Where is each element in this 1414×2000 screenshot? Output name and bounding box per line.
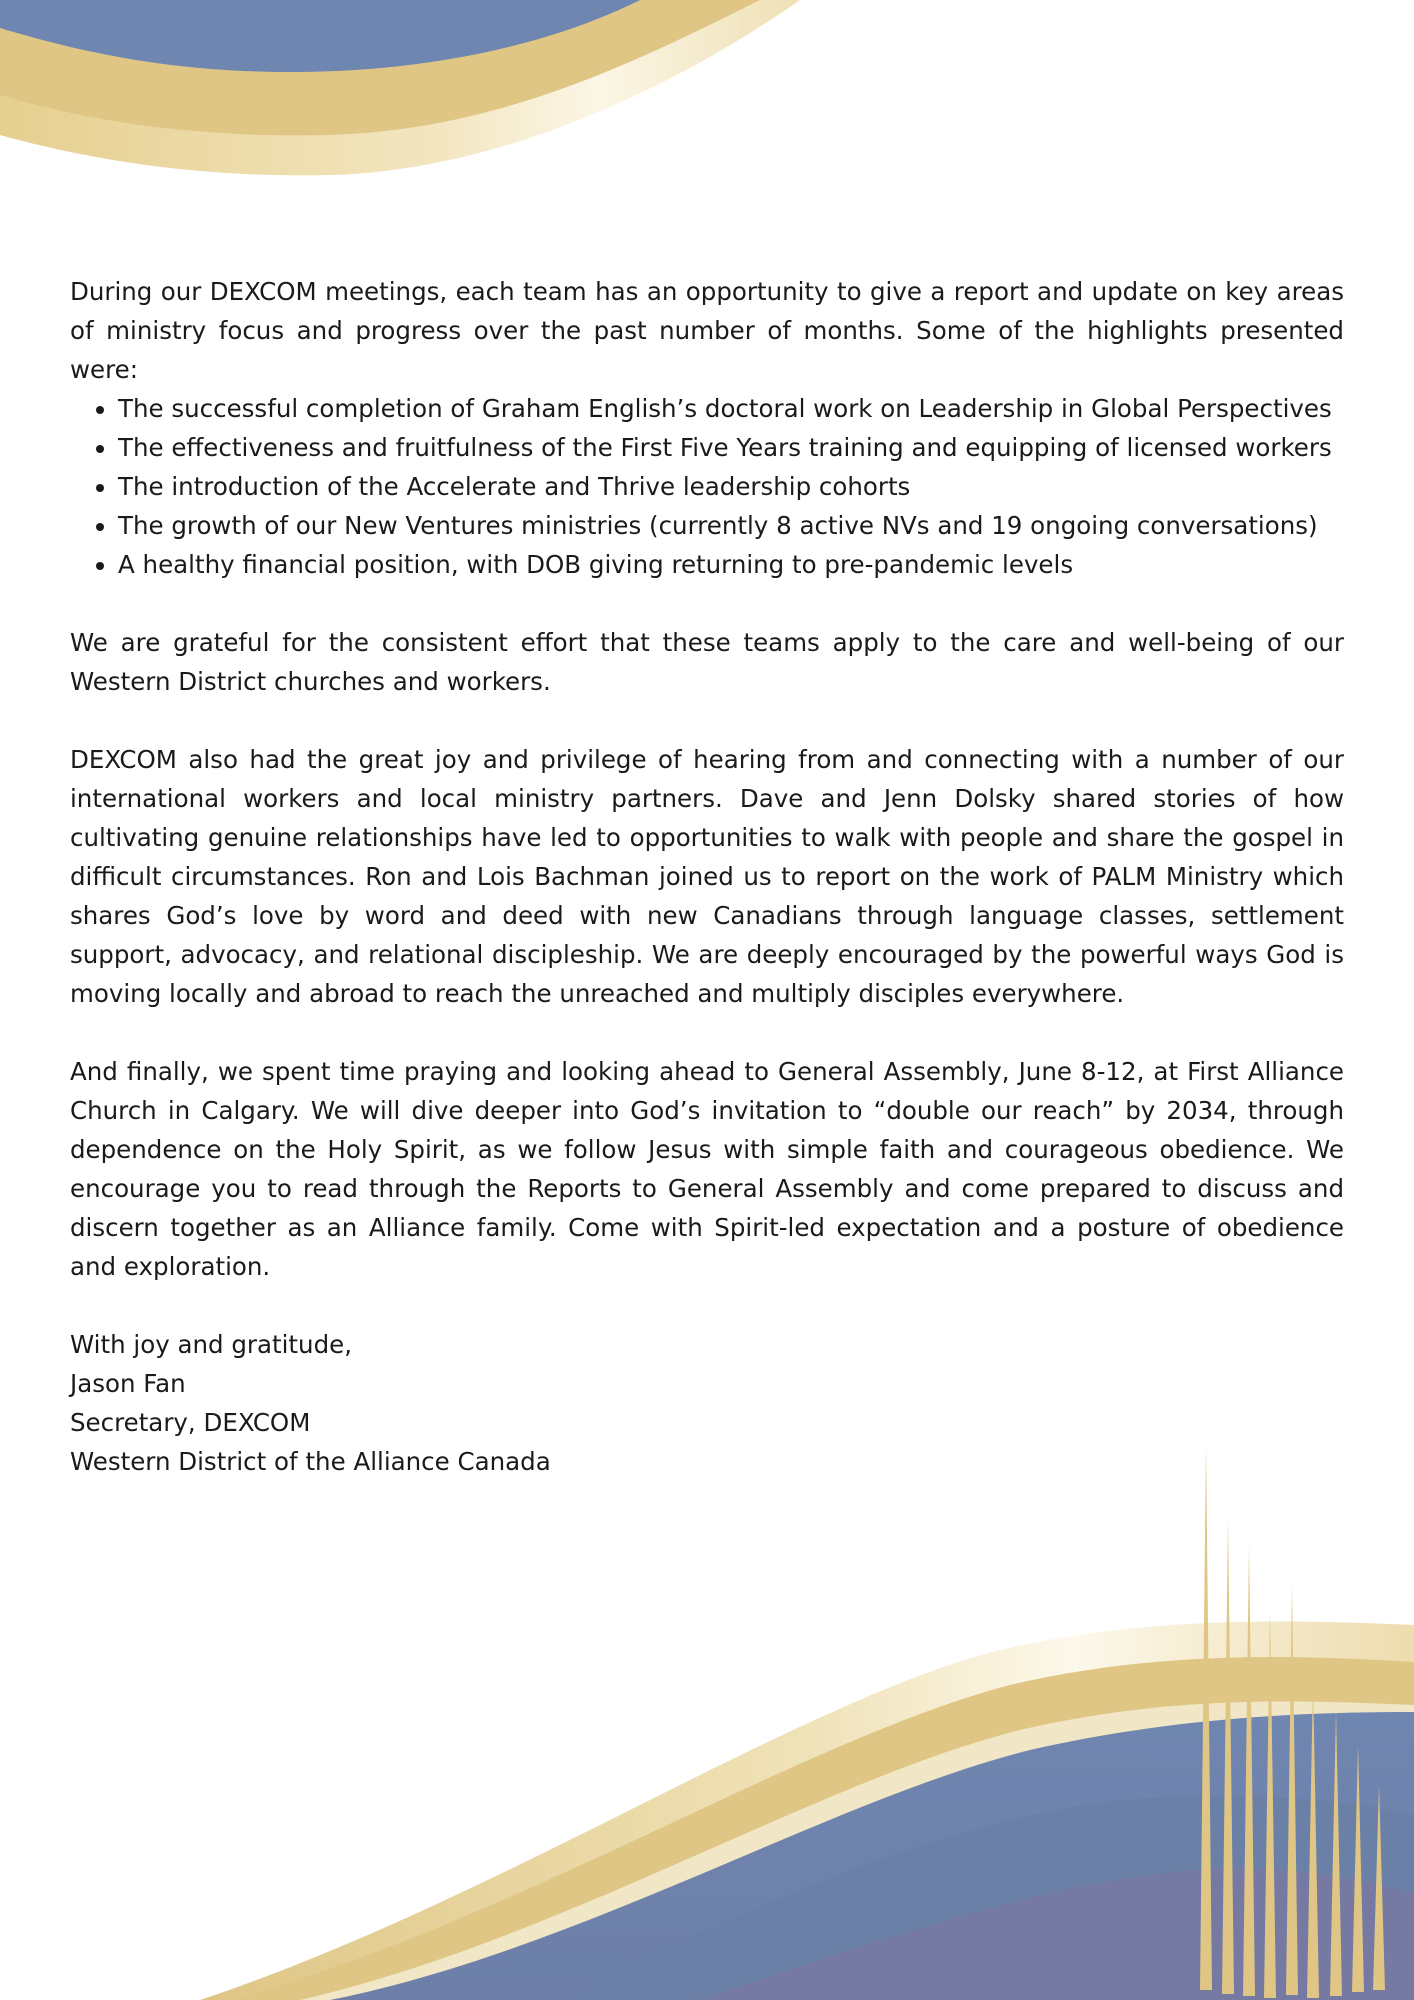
grateful-paragraph: We are grateful for the consistent effort that these teams apply to the care and well-being of our Western District churches and workers. <box>70 628 1344 696</box>
intro-paragraph: During our DEXCOM meetings, each team has an opportunity to give a report and update on key areas of ministry focus and progress over the past number of months. Some of the highlights presented were: <box>70 277 1344 384</box>
footer-swoosh-decoration <box>0 1420 1414 2000</box>
list-item: • The growth of our New Ventures ministries (currently 8 active NVs and 19 ongoing conversations) <box>118 506 1344 545</box>
assembly-paragraph: And finally, we spent time praying and looking ahead to General Assembly, June 8-12, at First Alliance Church in Calgary. We will dive deeper into God’s invitation to “double our reach” by 2034, through dependence on the Holy Spirit, as we follow Jesus with simple faith and courageous obedience. We encourage you to read through the Reports to General Assembly and come prepared to discuss and discern together as an Alliance family. Come with Spirit-led expectation and a posture of obedience and exploration. <box>70 1057 1344 1281</box>
signer-organization: Western District of the Alliance Canada <box>70 1447 551 1476</box>
international-paragraph: DEXCOM also had the great joy and privilege of hearing from and connecting with a number of our international workers and local ministry partners. Dave and Jenn Dolsky shared stories of how cultivating genuine relationships have led to opportunities to walk with people and share the gospel in difficult circumstances. Ron and Lois Bachman joined us to report on the work of PALM Ministry which shares God’s love by word and deed with new Canadians through language classes, settlement support, advocacy, and relational discipleship. We are deeply encouraged by the powerful ways God is moving locally and abroad to reach the unreached and multiply disciples everywhere. <box>70 745 1344 1008</box>
letter-body <box>70 272 1344 1481</box>
header-swoosh-decoration <box>0 0 1414 200</box>
list-item: • The introduction of the Accelerate and Thrive leadership cohorts <box>118 467 1344 506</box>
highlights-list <box>70 389 1344 584</box>
signer-name: Jason Fan <box>70 1369 186 1398</box>
list-item: • The effectiveness and fruitfulness of the First Five Years training and equipping of licensed workers <box>118 428 1344 467</box>
signer-role: Secretary, DEXCOM <box>70 1408 311 1437</box>
signature-block <box>70 1325 1344 1481</box>
list-item: • A healthy financial position, with DOB giving returning to pre-pandemic levels <box>118 545 1344 584</box>
list-item: • The successful completion of Graham English’s doctoral work on Leadership in Global Perspectives <box>118 389 1344 428</box>
closing-line: With joy and gratitude, <box>70 1330 352 1359</box>
